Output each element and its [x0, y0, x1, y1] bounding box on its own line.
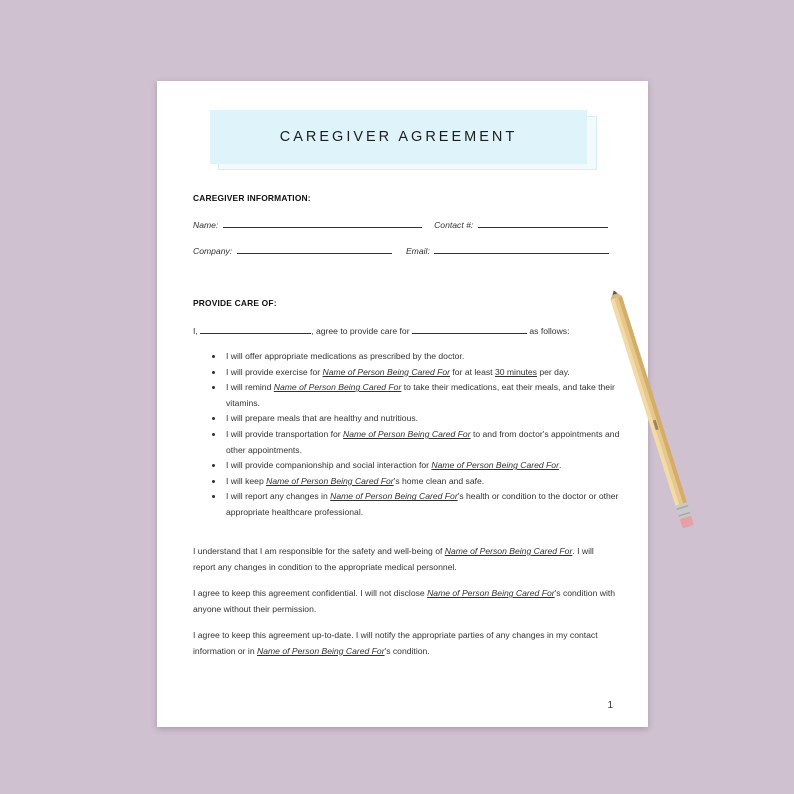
name-label: Name: [193, 220, 219, 230]
paragraph-update: I agree to keep this agreement up-to-date. I will notify the appropriate parties of any changes in my contact information or in Name of Person Being Cared For's condition. [193, 630, 598, 656]
list-item: • I will provide exercise for Name of Person Being Cared For for at least 30 minutes per day. [224, 365, 639, 381]
care-list [207, 349, 639, 521]
caregiver-info-heading: CAREGIVER INFORMATION: [193, 193, 311, 203]
list-item: • I will report any changes in Name of Person Being Cared For's health or condition to the doctor or other appropriate healthcare professional. [224, 489, 639, 520]
intro-middle: , agree to provide care for [311, 326, 412, 336]
title-banner [210, 110, 587, 164]
provide-care-heading: PROVIDE CARE OF: [193, 298, 277, 308]
document-page [157, 81, 648, 727]
intro-prefix: I, [193, 326, 201, 336]
caregiver-name-blank[interactable] [200, 324, 311, 334]
list-item: • I will remind Name of Person Being Cared For to take their medications, eat their meals, and take their vitamins. [224, 380, 639, 411]
pencil-icon [609, 290, 701, 552]
contact-label: Contact #: [434, 220, 474, 230]
list-item: • I will provide companionship and social interaction for Name of Person Being Cared For. [224, 458, 639, 474]
paragraph-responsibility: I understand that I am responsible for the safety and well-being of Name of Person Being Cared For. I will report any changes in condition to the appropriate medical personnel. [193, 546, 594, 572]
list-item: • I will prepare meals that are healthy and nutritious. [224, 411, 639, 427]
document-title: CAREGIVER AGREEMENT [210, 110, 587, 164]
list-item: • I will keep Name of Person Being Cared For's home clean and safe. [224, 474, 639, 490]
agreement-intro [193, 324, 569, 336]
contact-field[interactable] [478, 218, 608, 228]
email-label: Email: [405, 246, 430, 256]
company-label: Company: [193, 246, 233, 256]
company-email-row [193, 244, 609, 256]
care-recipient-blank[interactable] [412, 324, 527, 334]
email-field[interactable] [434, 244, 609, 254]
intro-suffix: as follows: [526, 326, 570, 336]
list-item: • I will offer appropriate medications as prescribed by the doctor. [224, 349, 639, 365]
list-item: • I will provide transportation for Name of Person Being Cared For to and from doctor's appointments and other appointments. [224, 427, 639, 458]
page-number: 1 [607, 700, 613, 711]
company-field[interactable] [237, 244, 392, 254]
name-field[interactable] [223, 218, 422, 228]
name-contact-row [193, 218, 608, 230]
paragraph-confidentiality: I agree to keep this agreement confidential. I will not disclose Name of Person Being Cared For's condition with anyone without their permission. [193, 588, 616, 614]
